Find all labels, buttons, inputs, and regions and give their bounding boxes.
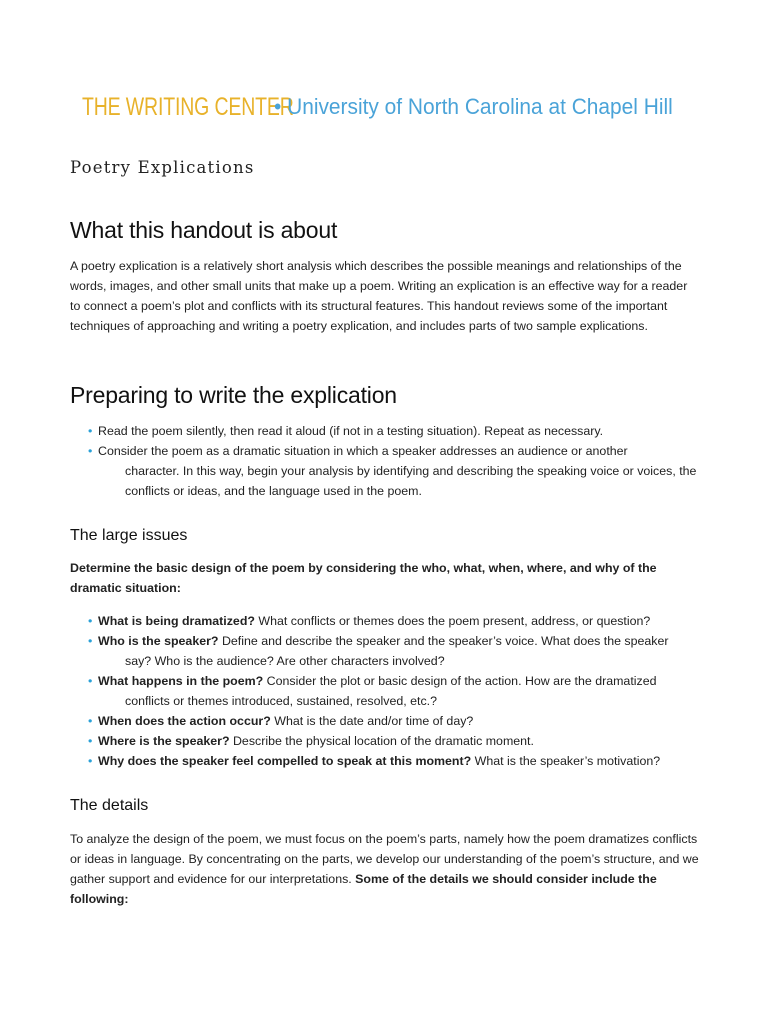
page-title: Poetry Explications (70, 158, 255, 177)
list-item-text: What is the date and/or time of day? (270, 714, 474, 728)
list-item (88, 711, 700, 731)
list-item (88, 441, 700, 501)
list-item-text: Consider the poem as a dramatic situation in which a speaker addresses an audience or another (98, 444, 628, 458)
list-item-bold: Where is the speaker? (98, 734, 230, 748)
logo-writing-center-text: THE WRITING CENTER (82, 93, 294, 121)
list-item-text: Describe the physical location of the dramatic moment. (229, 734, 534, 748)
list-item-text: Read the poem silently, then read it aloud (if not in a testing situation). Repeat as necessary. (98, 424, 604, 438)
list-item (88, 421, 700, 441)
list-item (88, 611, 700, 631)
list-item-bold: What happens in the poem? (98, 674, 264, 688)
large-issues-lead: Determine the basic design of the poem by considering the who, what, when, where, and why of the dramatic situation: (70, 561, 657, 595)
heading-details: The details (70, 797, 149, 814)
list-item-bold: Who is the speaker? (98, 634, 219, 648)
list-item (88, 751, 700, 771)
list-item (88, 731, 700, 751)
list-item (88, 671, 700, 711)
list-item-text: Consider the plot or basic design of the action. How are the dramatized (263, 674, 657, 688)
details-text: To analyze the design of the poem, we must focus on the poem’s parts, namely how the poem dramatizes conflicts or ideas in language. By concentrating on the parts, we develop our understanding of the poem’s structure, and we gather support and evidence for our interpretations. (70, 832, 699, 886)
list-item (88, 631, 700, 671)
details-paragraph (70, 829, 700, 909)
list-item-continuation: character. In this way, begin your analysis by identifying and describing the speaking voice or voices, the conflicts or ideas, and the language used in the poem. (125, 464, 697, 498)
about-paragraph: A poetry explication is a relatively short analysis which describes the possible meanings and relationships of the words, images, and other small units that make up a poem. Writing an explication is an effective way for a reader to connect a poem’s plot and conflicts with its structural features. This handout reviews some of the important techniques of approaching and writing a poetry explication, and includes parts of two sample explications. (70, 259, 688, 333)
list-item-text: What conflicts or themes does the poem present, address, or question? (254, 614, 651, 628)
list-item-continuation: say? Who is the audience? Are other characters involved? (125, 654, 445, 668)
heading-preparing: Preparing to write the explication (70, 382, 397, 408)
heading-large-issues: The large issues (70, 527, 188, 544)
list-item-bold: When does the action occur? (98, 714, 271, 728)
list-item-bold: What is being dramatized? (98, 614, 255, 628)
writing-center-logo[interactable] (82, 90, 702, 124)
logo-university-text: • University of North Carolina at Chapel Hill (274, 94, 673, 119)
list-item-text: What is the speaker’s motivation? (471, 754, 661, 768)
heading-about: What this handout is about (70, 217, 338, 243)
list-item-bold: Why does the speaker feel compelled to speak at this moment? (98, 754, 472, 768)
list-item-text: Define and describe the speaker and the speaker’s voice. What does the speaker (218, 634, 669, 648)
preparing-list (88, 421, 700, 501)
list-item-continuation: conflicts or themes introduced, sustained, resolved, etc.? (125, 694, 437, 708)
large-issues-list (88, 611, 700, 771)
details-bold-text: Some of the details we should consider include the following: (70, 872, 657, 906)
